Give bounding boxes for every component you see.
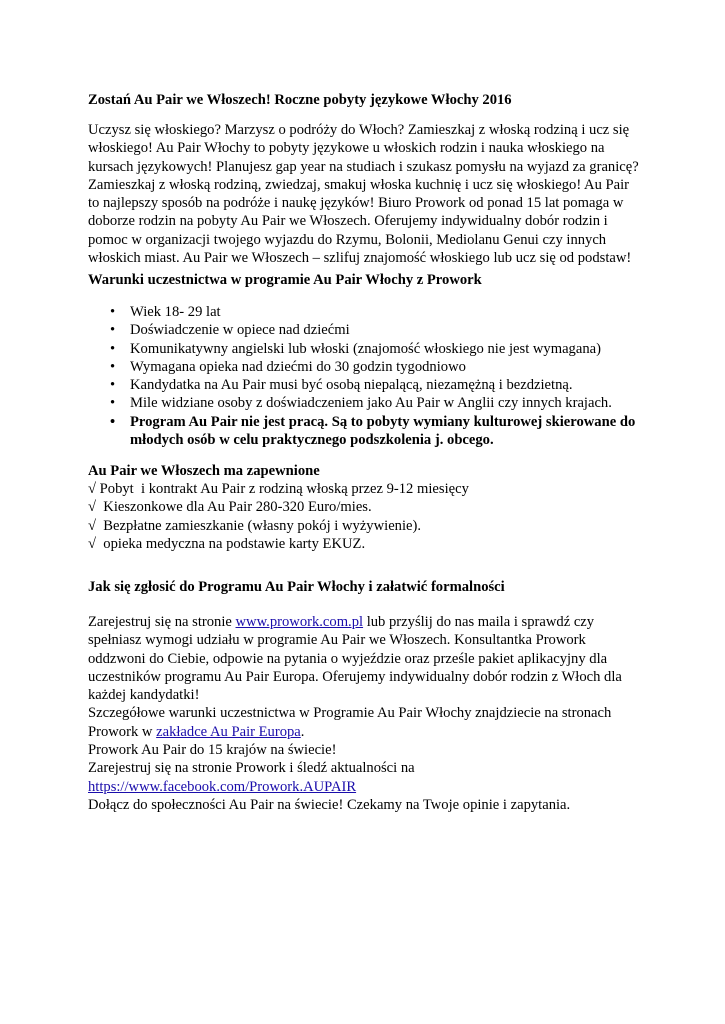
- intro-paragraph: [88, 121, 648, 267]
- intro-line: Zamieszkaj z włoską rodziną, zwiedzaj, smakuj włoska kuchnię i ucz się włoskiego! Au Pair: [88, 176, 630, 193]
- apply-closing: Dołącz do społeczności Au Pair na świecie! Czekamy na Twoje opinie i zapytania.: [88, 796, 571, 813]
- list-item: • Wymagana opieka nad dziećmi do 30 godzin tygodniowo: [88, 358, 648, 376]
- check-item: √ Pobyt i kontrakt Au Pair z rodziną włoską przez 9-12 miesięcy: [88, 481, 469, 497]
- list-item: • Kandydatka na Au Pair musi być osobą niepalącą, niezamężną i bezdzietną.: [88, 376, 648, 394]
- provided-list: [88, 480, 648, 553]
- intro-line: włoskich miast. Au Pair we Włoszech – szlifuj znajomość włoskiego lub ucz się od podstaw!: [88, 250, 632, 267]
- intro-line: włoskiego! Au Pair Włochy to pobyty językowe u włoskich rodzin i nauka włoskiego na: [88, 140, 605, 157]
- prowork-website-link[interactable]: www.prowork.com.pl: [235, 614, 364, 630]
- conditions-heading: Warunki uczestnictwa w programie Au Pair Włochy z Prowork: [88, 272, 482, 288]
- apply-line: Zarejestruj się na stronie Prowork i śledź aktualności na: [88, 760, 415, 777]
- intro-line: kursach językowych! Planujesz gap year na studiach i szukasz pomysłu na wyjazd za granicę?: [88, 158, 639, 175]
- apply-line: Prowork Au Pair do 15 krajów na świecie!: [88, 742, 337, 759]
- conditions-list: [88, 303, 648, 449]
- check-item: √ opieka medyczna na podstawie karty EKUZ.: [88, 535, 366, 552]
- list-item: • Wiek 18- 29 lat: [88, 303, 648, 321]
- apply-line: Szczegółowe warunki uczestnictwa w Programie Au Pair Włochy znajdziecie na stronach: [88, 705, 612, 722]
- facebook-link[interactable]: https://www.facebook.com/Prowork.AUPAIR: [88, 778, 357, 795]
- check-item: √ Kieszonkowe dla Au Pair 280-320 Euro/mies.: [88, 499, 372, 516]
- emphasis-line: młodych osób w celu praktycznego podszkolenia j. obcego.: [130, 432, 494, 449]
- apply-heading: Jak się zgłosić do Programu Au Pair Włochy i załatwić formalności: [88, 579, 505, 595]
- apply-line: spełniasz wymogi udziału w programie Au Pair we Włoszech. Konsultantka Prowork: [88, 632, 586, 649]
- emphasis-line: • Program Au Pair nie jest pracą. Są to pobyty wymiany kulturowej skierowane do: [130, 413, 636, 430]
- document-title: Zostań Au Pair we Włoszech! Roczne pobyty językowe Włochy 2016: [88, 92, 512, 108]
- intro-line: doborze rodzin na pobyty Au Pair we Włoszech. Oferujemy indywidualny dobór rodzin i: [88, 213, 608, 230]
- intro-line: pomoc w organizacji twojego wyjazdu do Rzymu, Bolonii, Mediolanu Genui czy innych: [88, 231, 607, 248]
- apply-line: [88, 778, 648, 796]
- au-pair-europa-link[interactable]: zakładce Au Pair Europa: [156, 723, 301, 740]
- apply-line: oddzwoni do Ciebie, odpowie na pytania o wyjeździe oraz prześle pakiet aplikacyjny dla: [88, 650, 608, 667]
- apply-line: [88, 613, 648, 631]
- list-item-emphasis: [88, 413, 648, 450]
- provided-heading: Au Pair we Włoszech ma zapewnione: [88, 463, 320, 479]
- intro-line: to najlepszy sposób na podróże i naukę języków! Biuro Prowork od ponad 15 lat pomaga w: [88, 195, 624, 212]
- apply-line: uczestników programu Au Pair Europa. Oferujemy indywidualny dobór rodzin z Włoch dla: [88, 668, 622, 685]
- intro-line: Uczysz się włoskiego? Marzysz o podróży do Włoch? Zamieszkaj z włoską rodziną i ucz się: [88, 122, 630, 138]
- apply-text: lub przyślij do nas maila i sprawdź czy: [363, 614, 595, 630]
- apply-paragraph: [88, 613, 648, 814]
- apply-line: każdej kandydatki!: [88, 687, 200, 704]
- apply-text: Zarejestruj się na stronie: [88, 614, 236, 630]
- check-item: √ Bezpłatne zamieszkanie (własny pokój i wyżywienie).: [88, 517, 422, 534]
- apply-text: .: [300, 723, 305, 740]
- apply-text: Prowork w: [88, 723, 157, 740]
- list-item: • Mile widziane osoby z doświadczeniem jako Au Pair w Anglii czy innych krajach.: [88, 394, 648, 412]
- list-item: • Komunikatywny angielski lub włoski (znajomość włoskiego nie jest wymagana): [88, 340, 648, 358]
- list-item: • Doświadczenie w opiece nad dziećmi: [88, 321, 648, 339]
- apply-line: [88, 723, 648, 741]
